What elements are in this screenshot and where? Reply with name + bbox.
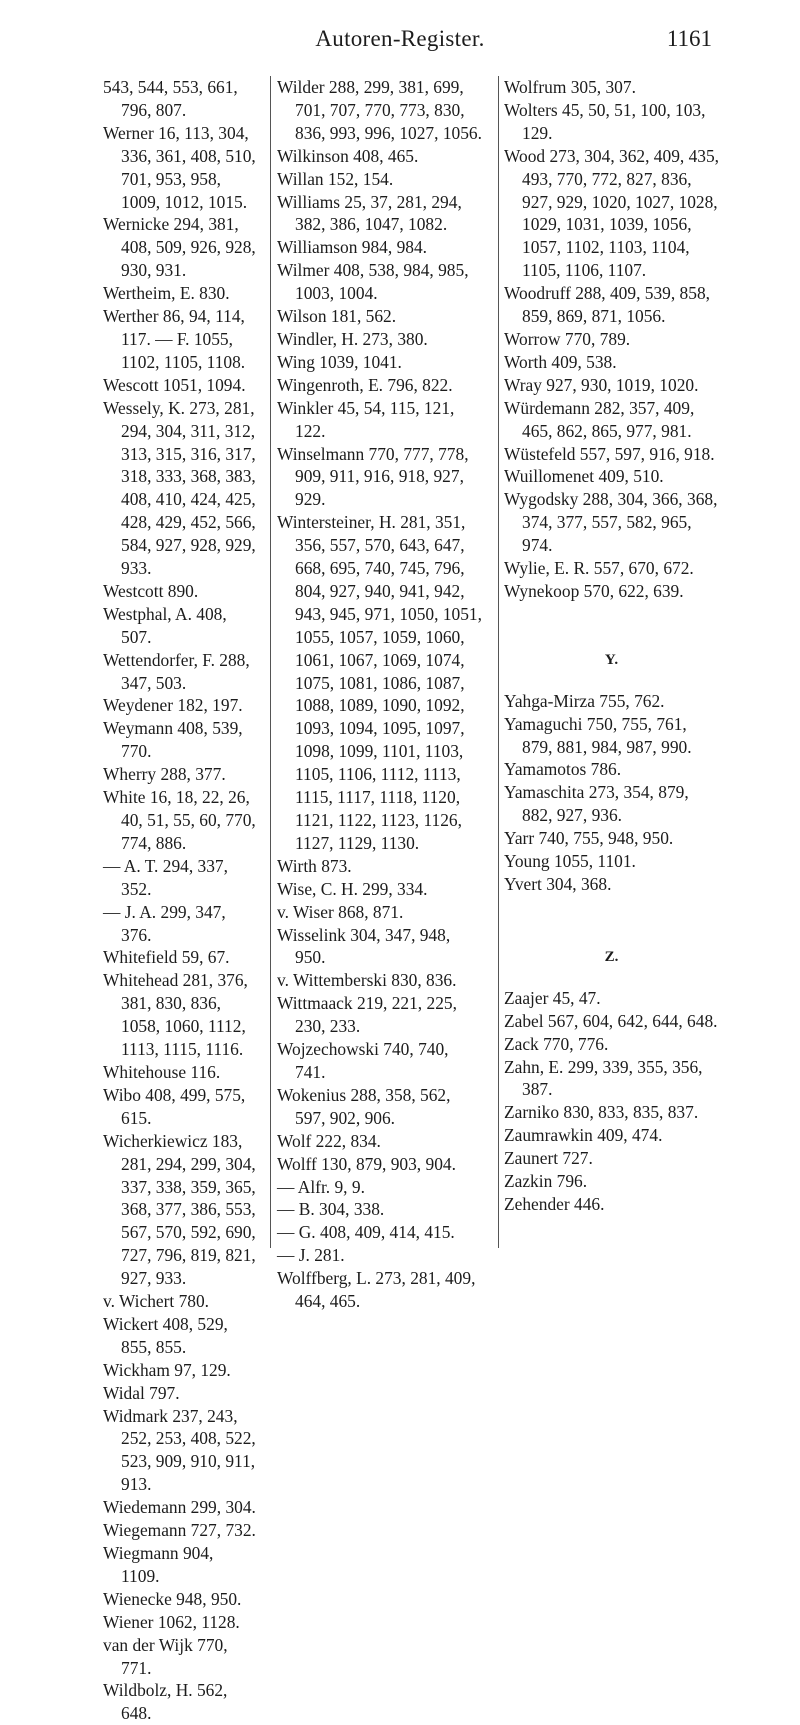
index-entry: Wiegemann 727, 732. — [103, 1520, 256, 1541]
section-letter-y: Y. — [604, 651, 619, 668]
index-entry: Widal 797. — [103, 1382, 180, 1403]
index-entry: Wingenroth, E. 796, 822. — [277, 374, 453, 395]
index-entry: — B. 304, 338. — [277, 1199, 385, 1220]
page-header — [0, 26, 800, 56]
index-entry: Wray 927, 930, 1019, 1020. — [504, 374, 699, 395]
w-entries-continued — [504, 76, 719, 603]
index-entry: Werner 16, 113, 304, 336, 361, 408, 510, 701, 953, 958, 1009, 1012, 1015. — [103, 122, 256, 212]
index-entry: Wise, C. H. 299, 334. — [277, 878, 428, 899]
index-entry: Yvert 304, 368. — [504, 874, 612, 894]
index-entry: Wernicke 294, 381, 408, 509, 926, 928, 930, 931. — [103, 214, 256, 281]
index-entry: Wibo 408, 499, 575, 615. — [103, 1084, 246, 1128]
index-entry: Yamaschita 273, 354, 879, 882, 927, 936. — [504, 782, 689, 826]
index-entry: Wiedemann 299, 304. — [103, 1497, 256, 1518]
index-entry: Zack 770, 776. — [504, 1033, 609, 1054]
z-entries — [504, 987, 719, 1216]
index-entry: Wolff 130, 879, 903, 904. — [277, 1153, 456, 1174]
column-divider-left — [270, 76, 271, 1248]
index-entry: Wolffberg, L. 273, 281, 409, 464, 465. — [277, 1268, 476, 1312]
index-entry: Wherry 288, 377. — [103, 764, 226, 785]
index-entry: Wiegmann 904, 1109. — [103, 1543, 214, 1586]
index-entry: Wojzechowski 740, 740, 741. — [277, 1039, 449, 1082]
index-entry: Wessely, K. 273, 281, 294, 304, 311, 312, 313, 315, 316, 317, 318, 333, 368, 383, 408, 410, 424, 425, 428, 429, 452, 566, 584, 927, 928, 929, 933. — [103, 397, 256, 579]
index-entry: Yamamotos 786. — [504, 759, 622, 780]
index-entry: Whitehouse 116. — [103, 1061, 221, 1082]
index-entry: Zarniko 830, 833, 835, 837. — [504, 1102, 699, 1123]
index-entry: Westcott 890. — [103, 580, 199, 601]
index-entry: Wildbolz, H. 562, 648. — [103, 1680, 228, 1724]
index-entry: Yarr 740, 755, 948, 950. — [504, 828, 674, 849]
index-entry: Worth 409, 538. — [504, 351, 617, 372]
index-entry: Wilder 288, 299, 381, 699, 701, 707, 770, 773, 830, 836, 993, 996, 1027, 1056. — [277, 77, 482, 143]
index-entry: Whitefield 59, 67. — [103, 947, 230, 968]
index-entry: Wirth 873. — [277, 855, 352, 876]
index-entry: Wintersteiner, H. 281, 351, 356, 557, 570, 643, 647, 668, 695, 740, 745, 796, 804, 927, 940, 941, 942, 943, 945, 971, 1050, 1051, 1055, 1057, 1059, 1060, 1061, 1067, 1069, 1074, 1075, 1081, 1086, 1087, 1088, 1089, 1090, 1092, 1093, 1094, 1095, 1097, 1098, 1099, 1101, 1103, 1105, 1106, 1112, 1113, 1115, 1117, 1118, 1120, 1121, 1122, 1123, 1126, 1127, 1129, 1130. — [277, 512, 482, 853]
index-entry: Wittmaack 219, 221, 225, 230, 233. — [277, 993, 457, 1037]
index-entry: Weydener 182, 197. — [103, 695, 243, 716]
index-column-3 — [504, 76, 719, 1216]
index-entry: v. Wittemberski 830, 836. — [277, 970, 457, 991]
index-entry: van der Wijk 770, 771. — [103, 1634, 228, 1678]
index-entry: Wicherkiewicz 183, 281, 294, 299, 304, 337, 338, 359, 365, 368, 377, 386, 553, 567, 570, 592, 690, 727, 796, 819, 821, 927, 933. — [103, 1130, 256, 1289]
index-entry: Wienecke 948, 950. — [103, 1588, 242, 1609]
index-entry: Zehender 446. — [504, 1193, 605, 1214]
index-entry: Wolf 222, 834. — [277, 1130, 381, 1151]
index-entry: Wolters 45, 50, 51, 100, 103, 129. — [504, 99, 706, 143]
index-entry: Wilson 181, 562. — [277, 306, 397, 327]
column-divider-right — [498, 76, 499, 1248]
index-entry: Zahn, E. 299, 339, 355, 356, 387. — [504, 1056, 703, 1100]
index-entry: Wygodsky 288, 304, 366, 368, 374, 377, 557, 582, 965, 974. — [504, 489, 718, 556]
index-entry: Wylie, E. R. 557, 670, 672. — [504, 558, 694, 579]
index-entry: Wuillomenet 409, 510. — [504, 466, 664, 487]
index-entry: — G. 408, 409, 414, 415. — [277, 1222, 455, 1243]
index-entry: Winkler 45, 54, 115, 121, 122. — [277, 397, 455, 441]
index-entry: Williamson 984, 984. — [277, 237, 428, 258]
index-entry: Winselmann 770, 777, 778, 909, 911, 916, 918, 927, 929. — [277, 443, 469, 510]
index-entry: White 16, 18, 22, 26, 40, 51, 55, 60, 770, 774, 886. — [103, 787, 256, 853]
index-entry: Wescott 1051, 1094. — [103, 374, 246, 395]
page-title: Autoren-Register. — [315, 26, 485, 51]
index-entry: Williams 25, 37, 281, 294, 382, 386, 1047, 1082. — [277, 191, 462, 235]
index-entry: Würdemann 282, 357, 409, 465, 862, 865, 977, 981. — [504, 397, 695, 441]
index-entry: Wickert 408, 529, 855, 855. — [103, 1313, 228, 1357]
index-entry: Whitehead 281, 376, 381, 830, 836, 1058, 1060, 1112, 1113, 1115, 1116. — [103, 970, 248, 1060]
index-entry: — A. T. 294, 337, 352. — [103, 855, 228, 899]
index-entry: Wilmer 408, 538, 984, 985, 1003, 1004. — [277, 260, 469, 304]
index-entry: Weymann 408, 539, 770. — [103, 718, 243, 762]
index-entry: Windler, H. 273, 380. — [277, 328, 428, 349]
index-entry: Wettendorfer, F. 288, 347, 503. — [103, 649, 250, 693]
index-entry: Wing 1039, 1041. — [277, 351, 402, 372]
y-entries — [504, 690, 719, 896]
index-entry: Wüstefeld 557, 597, 916, 918. — [504, 443, 715, 464]
index-entry: 543, 544, 553, 661, 796, 807. — [103, 77, 238, 120]
index-entry: Woodruff 288, 409, 539, 858, 859, 869, 871, 1056. — [504, 283, 710, 327]
index-entry: Worrow 770, 789. — [504, 328, 631, 349]
index-entry: Young 1055, 1101. — [504, 851, 636, 872]
index-entry: — Alfr. 9, 9. — [277, 1176, 365, 1197]
index-entry: — J. 281. — [277, 1245, 345, 1266]
page-number: 1161 — [666, 26, 712, 51]
index-entry: Wisselink 304, 347, 948, 950. — [277, 924, 451, 968]
section-letter-z: Z. — [604, 948, 619, 965]
index-entry: Zabel 567, 604, 642, 644, 648. — [504, 1010, 718, 1031]
index-entry: Wokenius 288, 358, 562, 597, 902, 906. — [277, 1084, 451, 1128]
index-entry: Zazkin 796. — [504, 1171, 588, 1192]
index-entry: Wertheim, E. 830. — [103, 283, 230, 304]
index-entry: Zaunert 727. — [504, 1148, 593, 1169]
index-entry: Widmark 237, 243, 252, 253, 408, 522, 523, 909, 910, 911, 913. — [103, 1405, 256, 1495]
index-column-2 — [277, 76, 482, 1313]
index-entry: Willan 152, 154. — [277, 168, 394, 189]
index-entry: — J. A. 299, 347, 376. — [103, 901, 226, 945]
index-entry: Wickham 97, 129. — [103, 1359, 231, 1380]
index-entry: v. Wiser 868, 871. — [277, 901, 404, 922]
index-entry: Yamaguchi 750, 755, 761, 879, 881, 984, 987, 990. — [504, 713, 692, 757]
index-entry: Wolfrum 305, 307. — [504, 77, 636, 97]
index-column-1 — [103, 76, 256, 1725]
index-entry: Wilkinson 408, 465. — [277, 145, 419, 166]
index-entry: Zaajer 45, 47. — [504, 987, 601, 1008]
index-entry: Werther 86, 94, 114, 117. — F. 1055, 1102, 1105, 1108. — [103, 306, 246, 372]
index-entry: Wood 273, 304, 362, 409, 435, 493, 770, 772, 827, 836, 927, 929, 1020, 1027, 1028, 1029, 1031, 1039, 1056, 1057, 1102, 1103, 1104, 1105, 1106, 1107. — [504, 145, 720, 281]
index-entry: v. Wichert 780. — [103, 1291, 210, 1312]
index-entry: Wiener 1062, 1128. — [103, 1611, 240, 1632]
index-entry: Westphal, A. 408, 507. — [103, 603, 227, 647]
index-entry: Wynekoop 570, 622, 639. — [504, 580, 684, 601]
index-entry: Zaumrawkin 409, 474. — [504, 1125, 663, 1146]
index-entry: Yahga-Mirza 755, 762. — [504, 690, 665, 711]
